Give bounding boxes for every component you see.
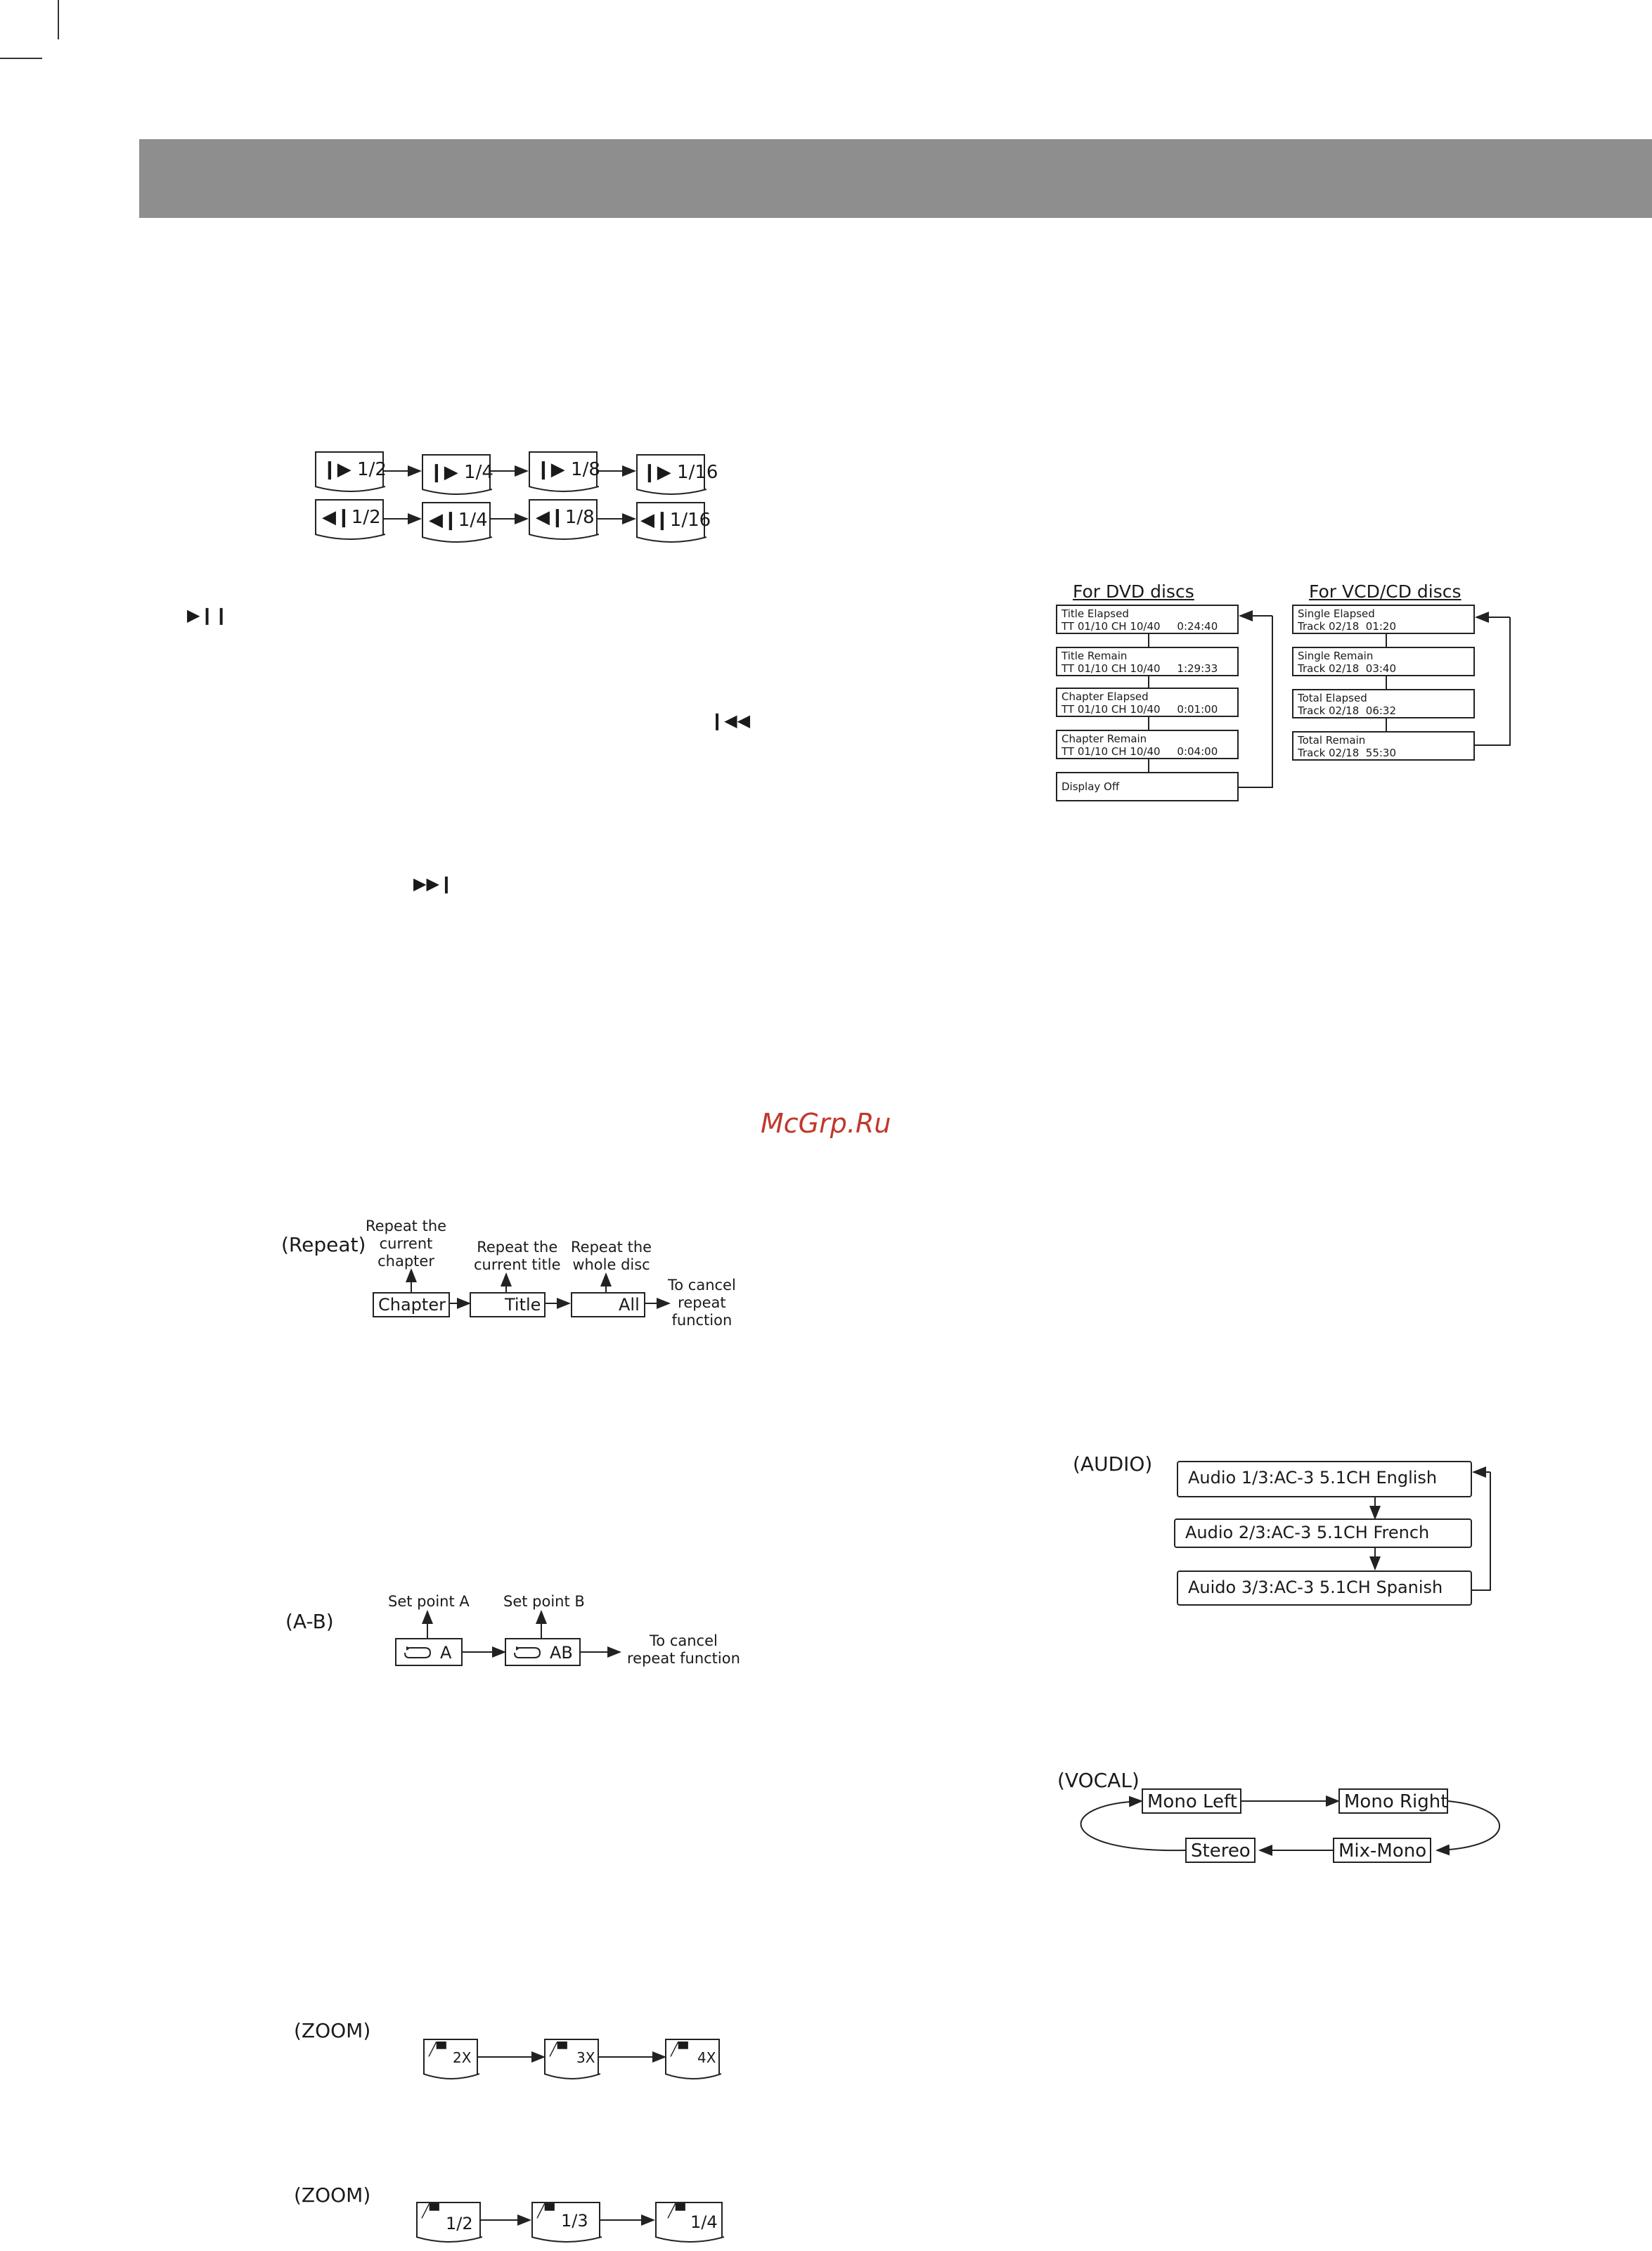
item-title: Chapter Remain (1061, 733, 1147, 745)
vcd-display-item (1292, 605, 1475, 634)
slow-forward-icon: ❙▶ (642, 462, 671, 483)
audio-label: (AUDIO) (1073, 1452, 1153, 1476)
slow-reverse-tag (315, 499, 384, 534)
next-icon: ▶▶❙ (413, 874, 454, 894)
ab-label: (A-B) (285, 1610, 334, 1633)
slow-reverse-tag (636, 502, 711, 537)
slow-forward-icon: ❙▶ (429, 462, 458, 483)
repeat-loop-icon (513, 1645, 541, 1660)
step-label: 1/3 (561, 2211, 588, 2231)
item-detail: Track 02/18 06:32 (1298, 704, 1397, 717)
ab-note-b: Set point B (503, 1593, 585, 1610)
step-label: Title (505, 1295, 541, 1315)
zoom-in-label: (ZOOM) (294, 2019, 371, 2042)
item-title: Title Remain (1061, 650, 1128, 662)
slow-reverse-tag (529, 499, 598, 534)
slow-forward-icon: ❙▶ (322, 459, 351, 480)
dvd-display-item (1056, 688, 1239, 717)
zoom-step (544, 2039, 599, 2074)
repeat-cancel-note: To cancel repeat function (668, 1277, 736, 1329)
repeat-step-title (470, 1292, 546, 1317)
zoom-step (665, 2039, 720, 2074)
zoom-flag-icon: ╱▀ (422, 2204, 439, 2219)
slow-reverse-value: 1/8 (564, 507, 595, 528)
vcd-display-item (1292, 731, 1475, 761)
item-title: Title Elapsed (1061, 607, 1129, 620)
repeat-label: (Repeat) (281, 1233, 366, 1256)
ab-cancel-note: To cancel repeat function (627, 1632, 740, 1668)
slow-reverse-icon: ◀❙ (640, 510, 670, 531)
item-title: Chapter Elapsed (1061, 690, 1149, 703)
slow-reverse-icon: ◀❙ (536, 507, 565, 528)
ab-note-a: Set point A (388, 1593, 470, 1610)
vcd-display-item (1292, 647, 1475, 676)
item-detail: Track 02/18 01:20 (1298, 620, 1397, 633)
vocal-label: (VOCAL) (1057, 1769, 1140, 1792)
header-bar (139, 139, 1652, 218)
item-title: Display Off (1061, 780, 1120, 793)
zoom-step (423, 2039, 478, 2074)
vocal-mode-stereo: Stereo (1185, 1838, 1256, 1863)
item-detail: TT 01/10 CH 10/40 0:04:00 (1061, 745, 1218, 758)
vcd-display-item (1292, 689, 1475, 718)
step-label: 1/2 (446, 2214, 473, 2233)
ab-step-ab (505, 1638, 581, 1666)
vcd-heading: For VCD/CD discs (1309, 581, 1461, 602)
item-title: Single Remain (1298, 650, 1374, 662)
slow-forward-tag (529, 451, 598, 486)
step-label: 3X (576, 2049, 595, 2066)
step-label: All (619, 1295, 640, 1315)
dvd-heading: For DVD discs (1073, 581, 1194, 602)
step-label: Chapter (378, 1295, 446, 1315)
slow-reverse-value: 1/4 (458, 510, 488, 531)
slow-reverse-icon: ◀❙ (322, 507, 351, 528)
step-label: AB (550, 1643, 573, 1663)
step-label: 2X (453, 2049, 472, 2066)
step-label: A (440, 1643, 452, 1663)
slow-forward-value: 1/16 (677, 462, 718, 483)
item-title: Single Elapsed (1298, 607, 1375, 620)
vocal-mode-mix-mono: Mix-Mono (1333, 1838, 1431, 1863)
zoom-flag-icon: ╱▀ (668, 2204, 685, 2219)
item-title: Total Remain (1298, 734, 1366, 747)
zoom-out-label: (ZOOM) (294, 2184, 371, 2207)
audio-track-item: Auido 3/3:AC-3 5.1CH Spanish (1177, 1570, 1472, 1606)
item-title: Total Elapsed (1298, 692, 1367, 704)
item-detail: TT 01/10 CH 10/40 1:29:33 (1061, 662, 1218, 675)
ab-step-a (395, 1638, 463, 1666)
repeat-note-disc: Repeat the whole disc (571, 1239, 652, 1274)
watermark: McGrp.Ru (761, 1108, 891, 1139)
zoom-step (655, 2202, 723, 2237)
item-detail: TT 01/10 CH 10/40 0:01:00 (1061, 703, 1218, 716)
dvd-display-item (1056, 605, 1239, 634)
zoom-flag-icon: ╱▀ (550, 2042, 567, 2057)
audio-track-item: Audio 1/3:AC-3 5.1CH English (1177, 1461, 1472, 1497)
item-detail: TT 01/10 CH 10/40 0:24:40 (1061, 620, 1218, 633)
vocal-mode-mono-right: Mono Right (1338, 1788, 1448, 1814)
slow-forward-tag (636, 454, 718, 489)
zoom-flag-icon: ╱▀ (429, 2042, 446, 2057)
dvd-display-item (1056, 730, 1239, 759)
slow-forward-value: 1/4 (464, 462, 493, 483)
step-label: 1/4 (690, 2212, 718, 2232)
vocal-mode-mono-left: Mono Left (1142, 1788, 1241, 1814)
step-label: 4X (697, 2049, 716, 2066)
slow-forward-value: 1/8 (571, 459, 600, 480)
repeat-note-chapter: Repeat the current chapter (366, 1218, 447, 1270)
crop-mark-vertical (58, 0, 59, 39)
zoom-step (416, 2202, 481, 2237)
item-detail: Track 02/18 55:30 (1298, 747, 1397, 759)
slow-forward-value: 1/2 (357, 459, 387, 480)
dvd-display-item (1056, 772, 1239, 801)
slow-reverse-tag (422, 502, 491, 537)
repeat-note-title: Repeat the current title (474, 1239, 561, 1274)
repeat-loop-icon (404, 1645, 432, 1660)
slow-reverse-icon: ◀❙ (429, 510, 458, 531)
crop-mark-horizontal (0, 58, 42, 59)
dvd-display-item (1056, 647, 1239, 676)
slow-forward-tag (422, 454, 491, 489)
repeat-step-all (571, 1292, 645, 1317)
zoom-flag-icon: ╱▀ (537, 2204, 555, 2219)
zoom-step (531, 2202, 600, 2237)
item-detail: Track 02/18 03:40 (1298, 662, 1397, 675)
slow-forward-tag (315, 451, 387, 486)
previous-icon: ❙◀◀ (710, 711, 751, 730)
slow-reverse-value: 1/16 (669, 510, 711, 531)
slow-forward-icon: ❙▶ (536, 459, 565, 480)
audio-track-item: Audio 2/3:AC-3 5.1CH French (1174, 1518, 1472, 1548)
slow-reverse-value: 1/2 (351, 507, 381, 528)
zoom-flag-icon: ╱▀ (671, 2042, 688, 2057)
repeat-step-chapter (373, 1292, 450, 1317)
play-pause-icon: ▶❙❙ (187, 605, 228, 625)
